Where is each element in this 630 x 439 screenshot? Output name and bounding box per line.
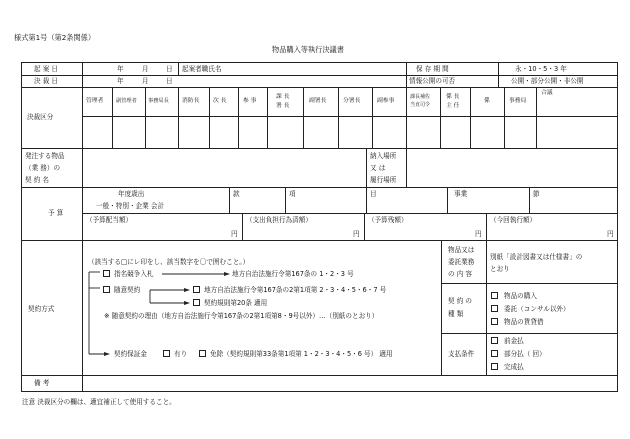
yen-unit: 円 [231,230,238,238]
payment-option: 前金払 [504,337,524,345]
checkbox-private-law[interactable] [193,286,200,293]
decision-day: 日 [166,77,173,85]
delivery-place-label: 又 は [370,164,386,172]
delivery-place-label: 納入場所 [370,152,397,160]
approval-head: 課長補佐 当直司令 [410,94,431,108]
decision-month: 月 [142,77,149,85]
private-contract-rule: 契約規則第20条 適用 [204,299,268,307]
retention-value: 永・10・5・3 年 [515,65,567,73]
spec-label: の 内 容 [448,270,472,278]
draft-day: 日 [166,65,173,73]
checkbox-kind-purchase[interactable] [491,292,498,299]
checkbox-pay-partial[interactable] [491,350,498,357]
disclosure-label: 情報公開の可否 [409,77,456,85]
checkbox-kind-lease[interactable] [491,318,498,325]
amount-label: （支出負担行為済額） [246,216,312,224]
budget-col: 節 [533,190,540,198]
remarks-label: 備 考 [34,379,50,387]
approval-category-label: 決裁区分 [27,113,54,121]
designated-bid-label: 指名競争入札 [114,270,154,278]
decision-date-label: 決 裁 日 [34,77,58,85]
yen-unit: 円 [607,230,614,238]
spec-label: 物品又は [448,246,475,254]
document-title: 物品購入等執行決議書 [272,45,344,54]
budget-col: 事業 [454,190,468,198]
checkbox-kind-consign[interactable] [491,305,498,312]
draft-month: 月 [142,65,149,73]
contract-kind-option: 委託（コンサル以外） [504,305,570,313]
payment-terms-label: 支払条件 [448,350,475,358]
drafter-name-label: 起案者職氏名 [182,65,222,73]
approval-head: 副署長 [309,98,327,104]
spec-label: 委託業務 [448,258,475,266]
retention-label: 保 存 期 間 [416,65,449,73]
private-contract-law: 地方自治法施行令第167条の2第1項第 2・3・4・5・6・7 号 [204,286,387,294]
amount-label: （予算残額） [368,216,408,224]
approval-head: 係 [484,98,490,104]
order-label: （業 務）の [25,164,61,172]
budget-label: 予 算 [48,209,64,217]
private-contract-label: 随意契約 [114,286,141,294]
checkbox-deposit-exempt[interactable] [199,350,206,357]
delivery-place-label: 履行場所 [370,176,397,184]
checkbox-designated-bid[interactable] [103,270,110,277]
spec-value: 別紙「設計図書又は仕様書」の [490,253,583,261]
checkbox-deposit-yes[interactable] [163,350,170,357]
amount-label: （予算配当額） [86,216,133,224]
deposit-exempt-label: 免除（契約規則第33条第1項第 1・2・3・4・5・6 号） 適用 [210,350,393,358]
approval-head: 副参事 [377,98,395,104]
approval-head: 消防長 [182,98,200,104]
contract-kind-option: 物品の賃貸借 [504,318,544,326]
contract-kind-label: 契 約 の [448,297,472,305]
checkbox-private-contract[interactable] [103,286,110,293]
order-label: 発注する物品 [25,152,65,160]
checkbox-private-rule[interactable] [193,299,200,306]
amount-label: （今回執行額） [490,216,537,224]
draft-date-label: 起 案 日 [34,65,58,73]
approval-head: 係 長 主 任 [446,94,460,109]
private-contract-note: ※ 随意契約の理由（地方自治法施行令第167条の2第1項第8・9号以外）…（別紙のとおり） [104,312,379,320]
budget-col: 目 [370,190,377,198]
instruction-text: （該当する□にレ印をし、該当数字を〇で囲むこと。） [88,258,250,266]
contract-method-label: 契約方式 [28,305,55,313]
approval-head: 課 長 署 長 [276,94,290,109]
approval-head: 次 長 [213,98,227,104]
approval-head: 参 事 [243,98,257,104]
yen-unit: 円 [475,230,482,238]
order-label: 契 約 名 [25,176,49,184]
disclosure-value: 公開・部分公開・非公開 [511,77,584,85]
yen-unit: 円 [353,230,360,238]
approval-head: 副管理者 [116,98,137,104]
approval-head: 事務局長 [148,98,169,104]
footnote: 注意 決裁区分の欄は、適宜補正して使用すること。 [22,398,176,406]
deposit-yes-label: 有り [174,350,188,358]
checkbox-pay-advance[interactable] [491,337,498,344]
approval-head: 管理者 [86,98,104,104]
checkbox-pay-complete[interactable] [491,363,498,370]
approval-head: 合議 [541,90,553,96]
payment-option: 部分払（ 回） [504,350,546,358]
account-type-label: 一般・特別・企業 会計 [96,202,165,210]
form-number: 様式第1号（第2条関係） [14,33,96,42]
fiscal-year-label: 年度歳出 [118,190,145,198]
payment-option: 完成払 [504,363,524,371]
deposit-label: 契約保証金 [114,350,147,358]
designated-bid-law: 地方自治法施行令第167条の 1・2・3 号 [232,270,354,278]
budget-col: 項 [289,190,296,198]
approval-head: 事務局 [509,98,527,104]
spec-value: とおり [490,265,510,273]
contract-kind-option: 物品の購入 [504,292,537,300]
draft-year: 年 [117,65,124,73]
budget-col: 款 [233,190,240,198]
decision-year: 年 [117,77,124,85]
approval-head: 分署長 [343,98,361,104]
contract-kind-label: 種 類 [448,310,464,318]
